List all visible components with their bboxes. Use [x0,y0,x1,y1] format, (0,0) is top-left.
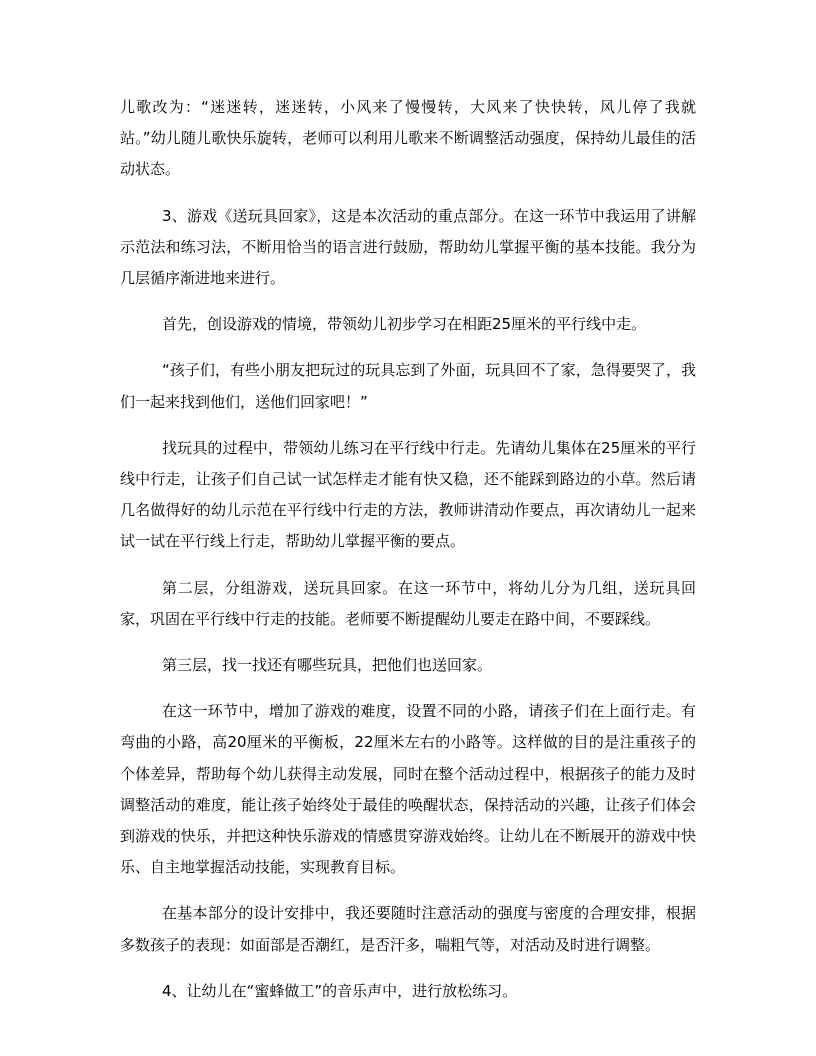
paragraph-7: 第三层，找一找还有哪些玩具，把他们也送回家。 [162,656,493,675]
paragraph-6: 第二层，分组游戏，送玩具回家。在这一环节中，将幼儿分为几组，送玩具回家，巩固在平行线中行走的技能。老师要不断提醒幼儿要走在路中间，不要踩线。 [120,578,696,628]
paragraph-4: “孩子们，有些小朋友把玩过的玩具忘到了外面，玩具回不了家，急得要哭了，我们一起来找到他们，送他们回家吧！” [120,361,696,411]
paragraph-8: 在这一环节中，增加了游戏的难度，设置不同的小路，请孩子们在上面行走。有弯曲的小路，高20厘米的平衡板，22厘米左右的小路等。这样做的目的是注重孩子的个体差异，帮助每个幼儿获得主动发展，同时在整个活动过程中，根据孩子的能力及时调整活动的难度，能让孩子始终处于最佳的唤醒状态，保持活动的兴趣，让孩子们体会到游戏的快乐，并把这种快乐游戏的情感贯穿游戏始终。让幼儿在不断展开的游戏中快乐、自主地掌握活动技能，实现教育目标。 [120,702,696,877]
document-body [120,92,696,1022]
paragraph-10: 4、让幼儿在“蜜蜂做工”的音乐声中，进行放松练习。 [162,981,518,1000]
paragraph-1: 儿歌改为：“迷迷转，迷迷转，小风来了慢慢转，大风来了快快转，风儿停了我就站。”幼儿随儿歌快乐旋转，老师可以利用儿歌来不断调整活动强度，保持幼儿最佳的活动状态。 [120,98,696,179]
paragraph-3: 首先，创设游戏的情境，带领幼儿初步学习在相距25厘米的平行线中走。 [162,315,647,334]
paragraph-2: 3、游戏《送玩具回家》，这是本次活动的重点部分。在这一环节中我运用了讲解示范法和练习法，不断用恰当的语言进行鼓励，帮助幼儿掌握平衡的基本技能。我分为几层循序渐进地来进行。 [120,206,696,288]
paragraph-5: 找玩具的过程中，带领幼儿练习在平行线中行走。先请幼儿集体在25厘米的平行线中行走，让孩子们自己试一试怎样走才能有快又稳，还不能踩到路边的小草。然后请几名做得好的幼儿示范在平行线中行走的方法，教师讲清动作要点，再次请幼儿一起来试一试在平行线上行走，帮助幼儿掌握平衡的要点。 [120,438,696,551]
paragraph-9: 在基本部分的设计安排中，我还要随时注意活动的强度与密度的合理安排，根据多数孩子的表现：如面部是否潮红，是否汗多，喘粗气等，对活动及时进行调整。 [120,904,696,954]
